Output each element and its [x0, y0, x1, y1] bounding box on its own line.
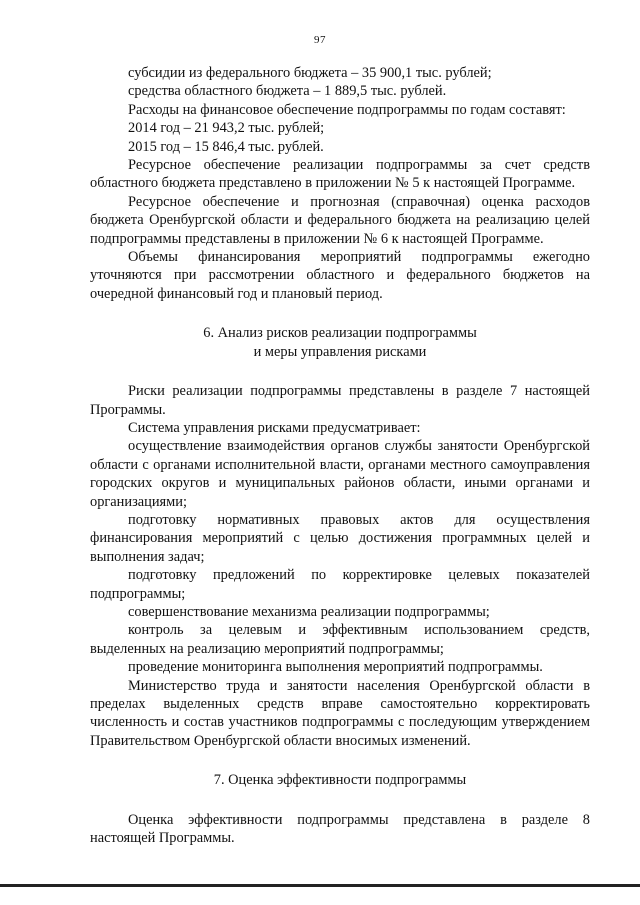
section-6-heading-line-1: 6. Анализ рисков реализации подпрограммы [203, 325, 477, 342]
risks-paragraph: Риски реализации подпрограммы представлены в разделе 7 настоящей Программы. [90, 383, 590, 418]
measure-interaction: осуществление взаимодействия органов службы занятости Оренбургской области с органами исполнительной власти, органами местного самоуправления городских округов и муниципальных районов области, иными органами и организациями; [90, 438, 590, 510]
section-7-heading: 7. Оценка эффективности подпрограммы [213, 772, 467, 789]
bottom-rule [0, 884, 640, 887]
document-body [90, 64, 590, 847]
efficiency-paragraph: Оценка эффективности подпрограммы представлена в разделе 8 настоящей Программы. [90, 811, 590, 847]
page-number: 97 [314, 34, 326, 46]
resource-paragraph-appendix-5: Ресурсное обеспечение реализации подпрограммы за счет средств областного бюджета представлено в приложении № 5 к настоящей Программе. [90, 157, 590, 192]
section-6-heading-line-2: и меры управления рисками [253, 343, 427, 360]
measure-control: контроль за целевым и эффективным использованием средств, выделенных на реализацию мероприятий подпрограммы; [90, 622, 590, 657]
year-2015-line: 2015 год – 15 846,4 тыс. рублей. [128, 138, 324, 155]
ministry-paragraph: Министерство труда и занятости населения Оренбургской области в пределах выделенных средств вправе самостоятельно корректировать численность и состав участников подпрограммы с последующим утверждением Правительством Оренбургской области вносимых изменений. [90, 677, 590, 749]
measure-mechanism: совершенствование механизма реализации подпрограммы; [128, 603, 490, 620]
regional-budget-line: средства областного бюджета – 1 889,5 тыс. рублей. [128, 83, 447, 100]
year-2014-line: 2014 год – 21 943,2 тыс. рублей; [128, 120, 325, 137]
resource-paragraph-appendix-6: Ресурсное обеспечение и прогнозная (справочная) оценка расходов бюджета Оренбургской области и федерального бюджета на реализацию целей подпрограммы представлены в приложении № 6 к настоящей Программе. [90, 193, 590, 247]
measure-legal-acts: подготовку нормативных правовых актов для осуществления финансирования мероприятий с целью достижения программных целей и выполнения задач; [90, 511, 590, 565]
risk-system-intro: Система управления рисками предусматривает: [128, 419, 421, 436]
subsidy-federal-line: субсидии из федерального бюджета – 35 900,1 тыс. рублей; [128, 65, 492, 81]
measure-monitoring: проведение мониторинга выполнения мероприятий подпрограммы. [128, 659, 543, 676]
expenses-by-year-line: Расходы на финансовое обеспечение подпрограммы по годам составят: [128, 101, 566, 118]
financing-volumes-paragraph: Объемы финансирования мероприятий подпрограммы ежегодно уточняются при рассмотрении областного и федерального бюджетов на очередной финансовый год и плановый период. [90, 249, 590, 302]
measure-target-indicators: подготовку предложений по корректировке целевых показателей подпрограммы; [90, 567, 590, 602]
